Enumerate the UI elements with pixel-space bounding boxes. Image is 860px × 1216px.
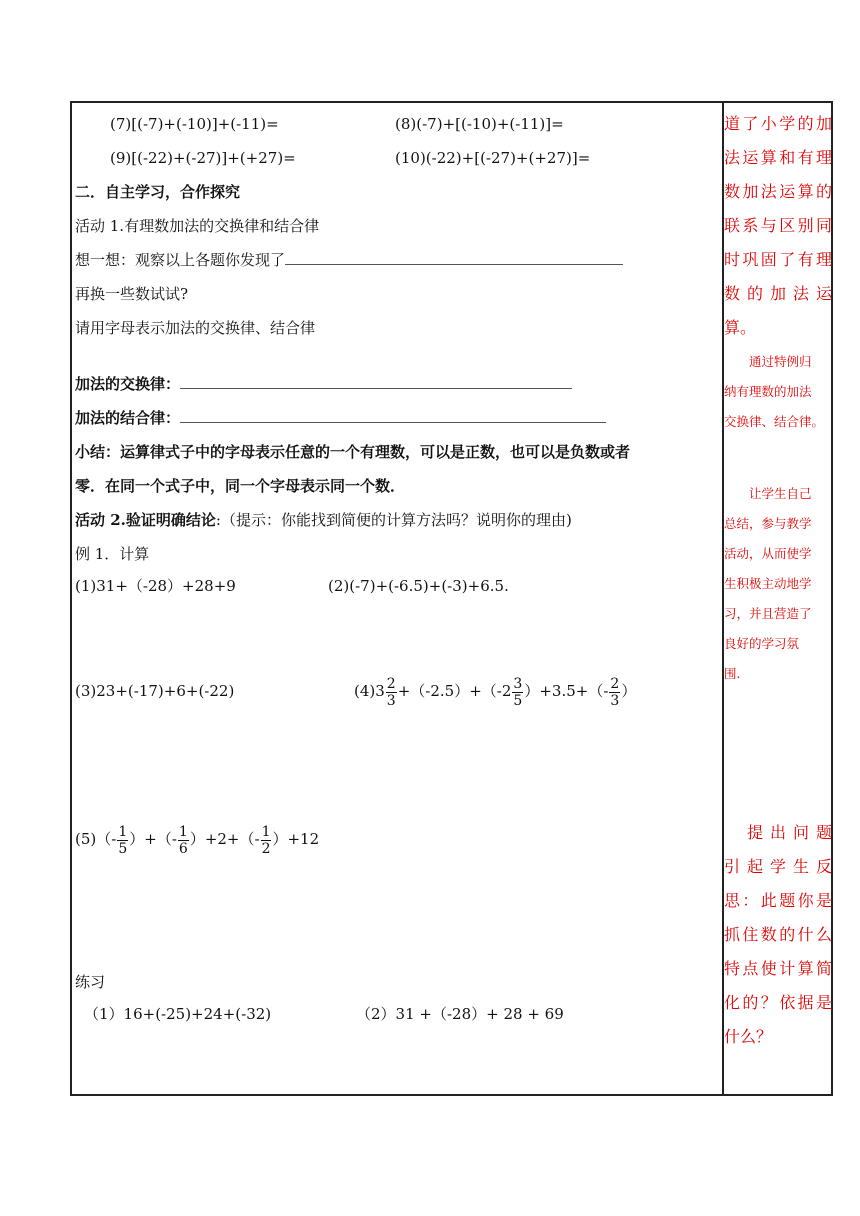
problem-5-suffix: ）+12 — [272, 830, 320, 848]
problem-4-fraction-3 — [609, 676, 620, 709]
think-text: 想一想：观察以上各题你发现了 — [75, 251, 286, 269]
activity-2-title — [75, 510, 572, 530]
problem-5-prefix: (5)（- — [75, 830, 117, 848]
think-prompt — [75, 250, 623, 270]
note-line: 特点使计算简 — [724, 959, 832, 978]
fraction-denominator: 6 — [178, 840, 188, 857]
think-answer-blank — [285, 250, 623, 265]
practice-title: 练习 — [75, 973, 106, 991]
example-title: 例 1．计算 — [75, 545, 150, 563]
lesson-table — [70, 101, 833, 1096]
note-line: 让学生自己 — [724, 486, 812, 501]
activity-2-hint: :（提示：你能找到简便的计算方法吗？说明你的理由) — [215, 511, 572, 529]
fraction-denominator: 3 — [386, 692, 396, 709]
summary-line-1: 小结：运算律式子中的字母表示任意的一个有理数，可以是正数，也可以是负数或者 — [75, 443, 631, 461]
note-line: 联系与区别同 — [724, 216, 832, 235]
problem-5-middle-1: ）+（- — [129, 830, 177, 848]
note-line: 思：此题你是 — [724, 891, 832, 910]
note-line: 总结，参与教学 — [724, 516, 812, 531]
use-letters-text: 请用字母表示加法的交换律、结合律 — [75, 319, 316, 337]
note-line: 数的加法运 — [724, 284, 832, 303]
fraction-numerator: 2 — [386, 675, 396, 692]
fraction-denominator: 2 — [261, 840, 271, 857]
note-line: 通过特例归 — [724, 354, 812, 369]
try-more-text: 再换一些数试试? — [75, 285, 189, 303]
note-line: 生积极主动地学 — [724, 576, 812, 591]
note-line: 提出问题 — [724, 823, 832, 842]
note-line: 什么？ — [724, 1027, 773, 1046]
note-line: 法运算和有理 — [724, 148, 832, 167]
problem-4-fraction-2 — [512, 676, 523, 709]
fraction-denominator: 5 — [513, 692, 523, 709]
teaching-note-1 — [724, 107, 832, 345]
fraction-numerator: 2 — [610, 675, 620, 692]
commutative-law-blank — [180, 374, 572, 389]
note-line: 活动，从而使学 — [724, 546, 812, 561]
problem-5-middle-2: ）+2+（- — [189, 830, 260, 848]
practice-1: （1）16+(-25)+24+(-32) — [84, 1005, 272, 1023]
note-line: 习，并且营造了 — [724, 606, 812, 621]
associative-law-row — [75, 408, 606, 428]
fraction-denominator: 5 — [118, 840, 128, 857]
problem-5-fraction-2 — [178, 824, 189, 857]
activity-2-label: 活动 2.验证明确结论 — [75, 511, 216, 529]
associative-law-blank — [180, 408, 606, 423]
note-line: 数加法运算的 — [724, 182, 832, 201]
problem-5-fraction-1 — [117, 824, 128, 857]
summary-line-2: 零．在同一个式子中，同一个字母表示同一个数． — [75, 477, 406, 495]
problem-3: (3)23+(-17)+6+(-22) — [75, 682, 235, 700]
problem-4 — [354, 669, 636, 713]
problem-4-middle-2: ）+3.5+（- — [524, 682, 609, 700]
fraction-numerator: 3 — [513, 675, 523, 692]
exercise-8: (8)(-7)+[(-10)+(-11)]= — [395, 115, 564, 133]
section-heading: 二．自主学习，合作探究 — [75, 183, 241, 201]
note-line: 时巩固了有理 — [724, 250, 832, 269]
exercise-10: (10)(-22)+[(-27)+(+27)]= — [395, 149, 591, 167]
teaching-note-4 — [724, 816, 832, 1054]
note-line: 道了小学的加 — [724, 114, 832, 133]
fraction-numerator: 1 — [178, 823, 188, 840]
exercise-9: (9)[(-22)+(-27)]+(+27)= — [110, 149, 296, 167]
note-line: 交换律、结合律。 — [724, 414, 825, 429]
problem-5 — [75, 817, 319, 861]
note-line: 抓住数的什么 — [724, 925, 832, 944]
activity-1-title: 活动 1.有理数加法的交换律和结合律 — [75, 217, 320, 235]
teaching-note-2 — [724, 347, 832, 437]
teaching-note-3 — [724, 479, 832, 689]
note-line: 算。 — [724, 318, 757, 337]
note-line: 良好的学习氛 — [724, 636, 800, 651]
practice-2: （2）31 +（-28）+ 28 + 69 — [356, 1005, 564, 1023]
note-line: 引起学生反 — [724, 857, 832, 876]
fraction-numerator: 1 — [118, 823, 128, 840]
commutative-law-row — [75, 374, 572, 394]
problem-4-fraction-1 — [386, 676, 397, 709]
problem-2: (2)(-7)+(-6.5)+(-3)+6.5. — [328, 577, 509, 595]
note-line: 化的？依据是 — [724, 993, 832, 1012]
problem-4-suffix: ） — [621, 682, 637, 700]
fraction-numerator: 1 — [261, 823, 271, 840]
commutative-law-label: 加法的交换律： — [75, 375, 181, 393]
problem-4-prefix: (4)3 — [354, 682, 385, 700]
associative-law-label: 加法的结合律： — [75, 409, 181, 427]
fraction-denominator: 3 — [610, 692, 620, 709]
exercise-7: (7)[(-7)+(-10)]+(-11)= — [110, 115, 279, 133]
note-line: 纳有理数的加法 — [724, 384, 812, 399]
problem-4-middle-1: +（-2.5）+（-2 — [397, 682, 512, 700]
note-line: 围. — [724, 666, 741, 681]
problem-1: (1)31+（-28）+28+9 — [75, 577, 236, 595]
problem-5-fraction-3 — [261, 824, 272, 857]
